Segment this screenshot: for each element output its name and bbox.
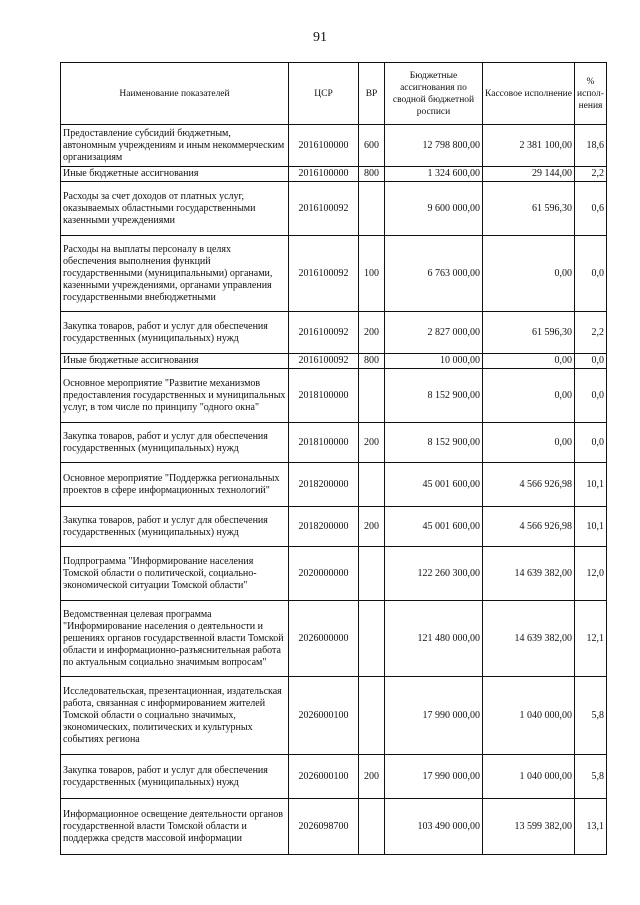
cell-cash: 0,00 (483, 369, 575, 423)
cell-cash: 0,00 (483, 423, 575, 463)
cell-budget: 45 001 600,00 (385, 463, 483, 507)
cell-vr (359, 369, 385, 423)
cell-percent: 0,0 (575, 369, 607, 423)
table-row (61, 463, 607, 507)
cell-csr: 2016100092 (289, 236, 359, 312)
cell-percent: 2,2 (575, 167, 607, 182)
cell-percent: 0,0 (575, 236, 607, 312)
header-name: Наименование показателей (61, 63, 289, 125)
cell-budget: 45 001 600,00 (385, 507, 483, 547)
cell-csr: 2026098700 (289, 799, 359, 855)
cell-vr: 100 (359, 236, 385, 312)
cell-percent: 0,6 (575, 182, 607, 236)
cell-vr (359, 677, 385, 755)
cell-percent: 2,2 (575, 312, 607, 354)
table-row (61, 799, 607, 855)
cell-name: Подпрограмма "Информирование населения Томской области о политической, социально-экономической ситуации Томской области" (61, 547, 289, 601)
table-row (61, 547, 607, 601)
cell-budget: 1 324 600,00 (385, 167, 483, 182)
cell-cash: 61 596,30 (483, 182, 575, 236)
cell-csr: 2026000000 (289, 601, 359, 677)
cell-name: Информационное освещение деятельности органов государственной власти Томской области и поддержка средств массовой информации (61, 799, 289, 855)
cell-vr (359, 463, 385, 507)
cell-budget: 122 260 300,00 (385, 547, 483, 601)
cell-budget: 12 798 800,00 (385, 125, 483, 167)
cell-budget: 9 600 000,00 (385, 182, 483, 236)
cell-vr (359, 601, 385, 677)
cell-csr: 2026000100 (289, 755, 359, 799)
cell-budget: 10 000,00 (385, 354, 483, 369)
cell-name: Расходы за счет доходов от платных услуг, оказываемых областными государственными казенными учреждениями (61, 182, 289, 236)
cell-budget: 6 763 000,00 (385, 236, 483, 312)
cell-name: Основное мероприятие "Поддержка региональных проектов в сфере информационных технологий" (61, 463, 289, 507)
cell-cash: 14 639 382,00 (483, 601, 575, 677)
cell-name: Иные бюджетные ассигнования (61, 354, 289, 369)
table-row (61, 507, 607, 547)
cell-csr: 2018100000 (289, 423, 359, 463)
cell-name: Закупка товаров, работ и услуг для обеспечения государственных (муниципальных) нужд (61, 312, 289, 354)
cell-cash: 61 596,30 (483, 312, 575, 354)
cell-percent: 5,8 (575, 677, 607, 755)
cell-cash: 2 381 100,00 (483, 125, 575, 167)
cell-csr: 2018100000 (289, 369, 359, 423)
cell-cash: 4 566 926,98 (483, 463, 575, 507)
cell-name: Иные бюджетные ассигнования (61, 167, 289, 182)
cell-percent: 13,1 (575, 799, 607, 855)
table-row (61, 755, 607, 799)
cell-vr: 200 (359, 423, 385, 463)
cell-csr: 2016100000 (289, 125, 359, 167)
cell-budget: 121 480 000,00 (385, 601, 483, 677)
cell-percent: 0,0 (575, 354, 607, 369)
cell-csr: 2018200000 (289, 463, 359, 507)
cell-csr: 2016100092 (289, 354, 359, 369)
cell-percent: 10,1 (575, 463, 607, 507)
cell-cash: 0,00 (483, 354, 575, 369)
header-vr: ВР (359, 63, 385, 125)
table-row (61, 167, 607, 182)
cell-csr: 2026000100 (289, 677, 359, 755)
cell-vr: 200 (359, 755, 385, 799)
cell-name: Предоставление субсидий бюджетным, автономным учреждениям и иным некоммерческим организациям (61, 125, 289, 167)
cell-name: Закупка товаров, работ и услуг для обеспечения государственных (муниципальных) нужд (61, 423, 289, 463)
table-header-row (61, 63, 607, 125)
page-number: 91 (313, 30, 327, 45)
cell-percent: 12,1 (575, 601, 607, 677)
cell-cash: 13 599 382,00 (483, 799, 575, 855)
header-cash: Кассовое исполнение (483, 63, 575, 125)
cell-budget: 103 490 000,00 (385, 799, 483, 855)
table-row (61, 236, 607, 312)
cell-percent: 18,6 (575, 125, 607, 167)
cell-cash: 0,00 (483, 236, 575, 312)
cell-budget: 17 990 000,00 (385, 755, 483, 799)
cell-vr (359, 799, 385, 855)
cell-vr: 200 (359, 312, 385, 354)
cell-csr: 2020000000 (289, 547, 359, 601)
cell-percent: 5,8 (575, 755, 607, 799)
table-row (61, 423, 607, 463)
cell-name: Закупка товаров, работ и услуг для обеспечения государственных (муниципальных) нужд (61, 507, 289, 547)
cell-vr: 800 (359, 167, 385, 182)
cell-percent: 0,0 (575, 423, 607, 463)
cell-vr: 200 (359, 507, 385, 547)
cell-csr: 2018200000 (289, 507, 359, 547)
table-row (61, 677, 607, 755)
table-row (61, 125, 607, 167)
cell-cash: 29 144,00 (483, 167, 575, 182)
cell-cash: 14 639 382,00 (483, 547, 575, 601)
budget-execution-table (60, 62, 607, 855)
cell-csr: 2016100092 (289, 182, 359, 236)
header-budget: Бюджетные ассигнования по сводной бюджетной росписи (385, 63, 483, 125)
cell-name: Основное мероприятие "Развитие механизмов предоставления государственных и муниципальных услуг, в том числе по принципу "одного окна" (61, 369, 289, 423)
cell-vr (359, 182, 385, 236)
cell-budget: 17 990 000,00 (385, 677, 483, 755)
cell-budget: 2 827 000,00 (385, 312, 483, 354)
cell-name: Ведомственная целевая программа "Информирование населения о деятельности и решениях органов государственной власти Томской области и информационно-разъяснительная работа по актуальным социально значимым вопросам" (61, 601, 289, 677)
cell-vr: 800 (359, 354, 385, 369)
cell-percent: 10,1 (575, 507, 607, 547)
table-row (61, 182, 607, 236)
cell-name: Исследовательская, презентационная, издательская работа, связанная с информированием жителей Томской области о социально значимых, экономических, политических и культурных событиях региона (61, 677, 289, 755)
cell-csr: 2016100000 (289, 167, 359, 182)
header-percent: % испол-нения (575, 63, 607, 125)
cell-vr (359, 547, 385, 601)
cell-cash: 1 040 000,00 (483, 677, 575, 755)
cell-budget: 8 152 900,00 (385, 369, 483, 423)
cell-budget: 8 152 900,00 (385, 423, 483, 463)
cell-csr: 2016100092 (289, 312, 359, 354)
table-row (61, 354, 607, 369)
table-row (61, 312, 607, 354)
cell-cash: 4 566 926,98 (483, 507, 575, 547)
cell-percent: 12,0 (575, 547, 607, 601)
table-row (61, 601, 607, 677)
cell-name: Закупка товаров, работ и услуг для обеспечения государственных (муниципальных) нужд (61, 755, 289, 799)
table-row (61, 369, 607, 423)
cell-cash: 1 040 000,00 (483, 755, 575, 799)
header-csr: ЦСР (289, 63, 359, 125)
cell-name: Расходы на выплаты персоналу в целях обеспечения выполнения функций государственными (муниципальными) органами, казенными учреждениями, органами управления государственными внебюджетными (61, 236, 289, 312)
cell-vr: 600 (359, 125, 385, 167)
